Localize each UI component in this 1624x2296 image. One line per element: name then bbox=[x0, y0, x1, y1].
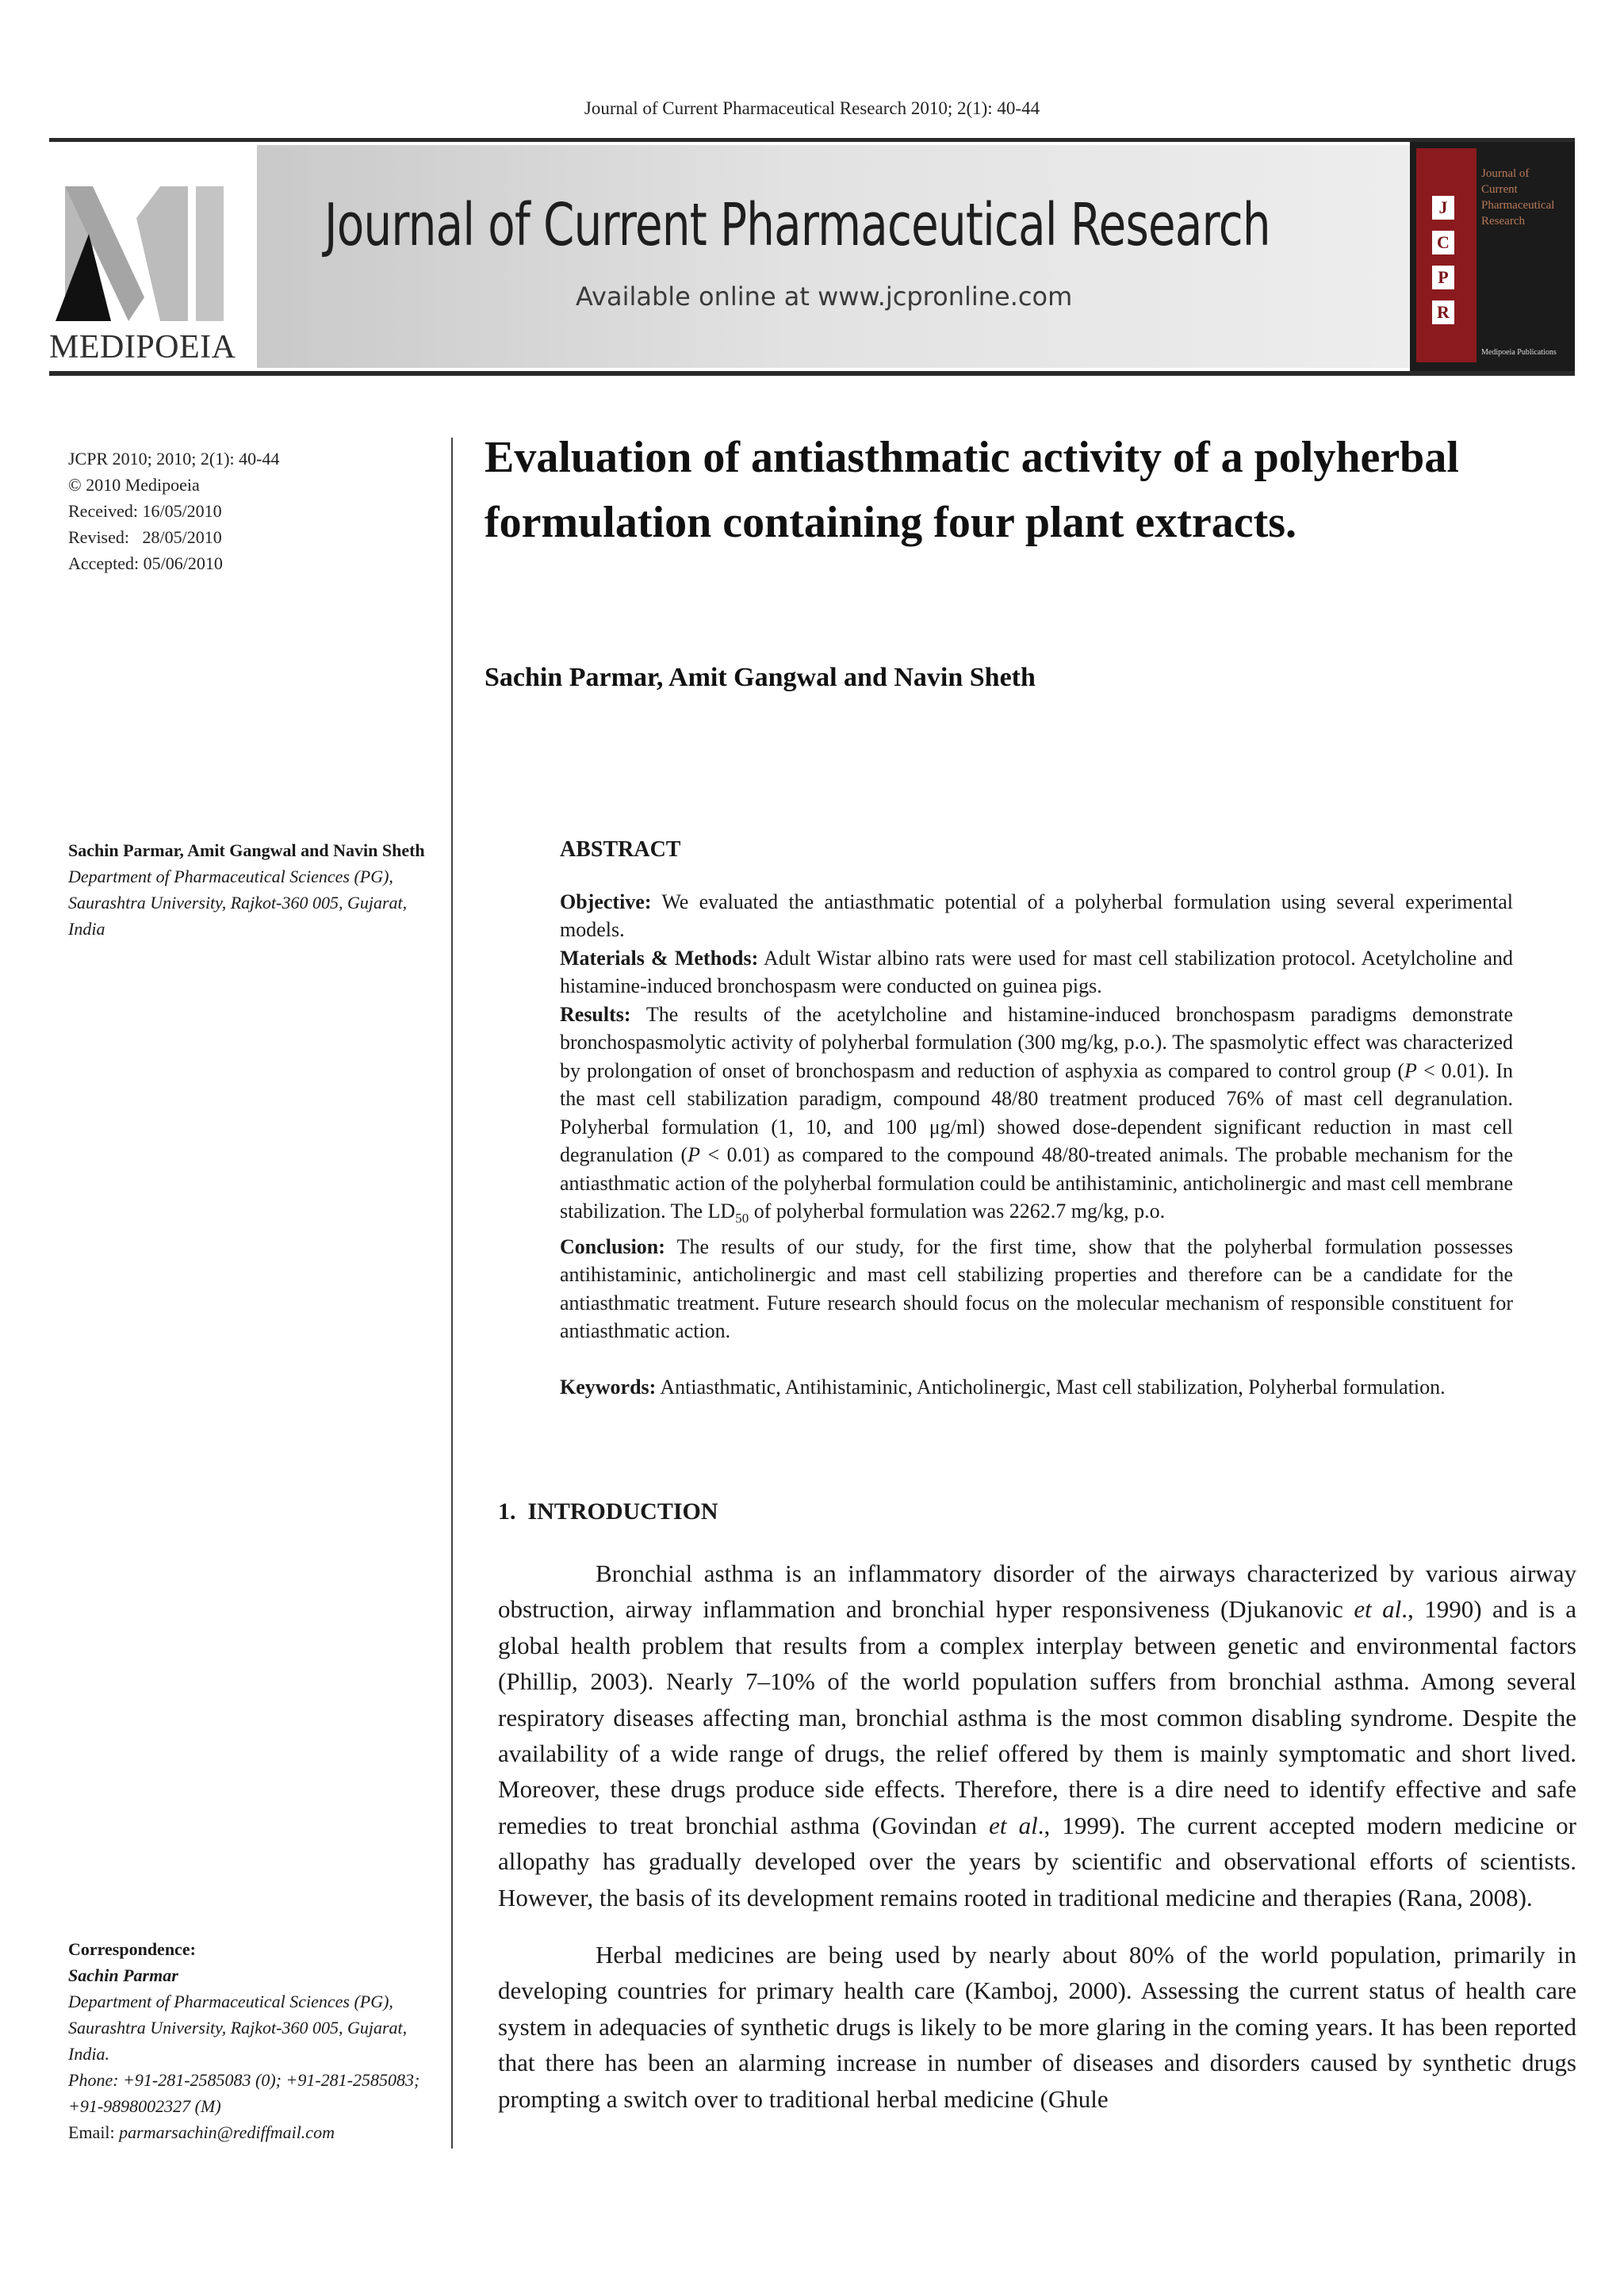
journal-website: Available online at www.jcpronline.com bbox=[576, 281, 1073, 312]
abstract bbox=[560, 836, 1513, 1401]
article-title: Evaluation of antiasthmatic activity of a polyherbal formulation containing four plant extracts. bbox=[485, 433, 1459, 547]
introduction-body bbox=[498, 1556, 1576, 2137]
correspondence-label: Correspondence: bbox=[68, 1939, 196, 1959]
correspondence-name: Sachin Parmar bbox=[68, 1965, 178, 1985]
intro-paragraph: Herbal medicines are being used by nearly about 80% of the world population, primarily in developing countries for primary health care (Kamboj, 2000). Assessing the current status of health care system in adequacies of synthetic drugs is likely to be more glaring in the coming years. It has been reported that there has been an alarming increase in number of diseases and disorders caused by synthetic drugs prompting a switch over to traditional herbal medicine (Ghule bbox=[498, 1941, 1576, 2113]
abstract-results: Results: The results of the acetylcholine and histamine-induced bronchospasm paradigms demonstrate bronchospasmolytic activity of polyherbal formulation (300 mg/kg, p.o.). The spasmolytic effect was characterized by prolongation of onset of bronchospasm and reduction of asphyxia as compared to control group (P < 0.01). In the mast cell stabilization paradigm, compound 48/80 treatment produced 76% of mast cell degranulation. Polyherbal formulation (1, 10, and 100 μg/ml) showed dose-dependent significant reduction in mast cell degranulation (P < 0.01) as compared to the compound 48/80-treated animals. The probable mechanism for the antiasthmatic action of the polyherbal formulation could be antihistaminic, anticholinergic and mast cell membrane stabilization. The $LD_{50}$ of polyherbal formulation was 2262.7 mg/kg, p.o. bbox=[560, 1002, 1514, 1226]
correspondence-dept: Department of Pharmaceutical Sciences (PG), Saurashtra University, Rajkot-360 005, Gujarat, India. bbox=[68, 1992, 408, 2064]
publisher-name: MEDIPOEIA bbox=[49, 329, 236, 365]
journal-banner bbox=[49, 138, 1575, 376]
abstract-conclusion: Conclusion: The results of our study, for the first time, show that the polyherbal formulation possesses antihistaminic, anticholinergic and mast cell stabilizing properties and therefore can be a candidate for the antiasthmatic treatment. Future research should focus on the molecular mechanism of responsible constituent for antiasthmatic action. bbox=[560, 1234, 1514, 1343]
accepted-date: Accepted: 05/06/2010 bbox=[68, 553, 223, 573]
running-header: Journal of Current Pharmaceutical Research 2010; 2(1): 40-44 bbox=[584, 98, 1040, 118]
cover-spine bbox=[1416, 148, 1477, 362]
correspondence-phone: Phone: +91-281-2585083 (0); +91-281-2585083; +91-9898002327 (M) bbox=[68, 2070, 420, 2116]
publisher-logo bbox=[49, 142, 255, 371]
correspondence-block bbox=[68, 1936, 441, 2145]
cover-letter: R bbox=[1432, 300, 1454, 324]
affiliation-authors: Sachin Parmar, Amit Gangwal and Navin Sheth bbox=[68, 840, 425, 860]
correspondence-email-line: Email: parmarsachin@rediffmail.com bbox=[68, 2122, 335, 2142]
article-authors: Sachin Parmar, Amit Gangwal and Navin Sheth bbox=[485, 663, 1036, 692]
received-date: Received: 16/05/2010 bbox=[68, 501, 222, 521]
abstract-objective: Objective: We evaluated the antiasthmatic potential of a polyherbal formulation using several experimental models. bbox=[560, 890, 1513, 941]
cover-letter: C bbox=[1432, 231, 1454, 254]
introduction-heading: 1. INTRODUCTION bbox=[498, 1498, 718, 1525]
copyright: © 2010 Medipoeia bbox=[68, 475, 200, 495]
author-affiliation bbox=[68, 837, 441, 942]
banner-title-area bbox=[257, 145, 1451, 368]
cover-title: Journal of Current Pharmaceutical Research bbox=[1481, 167, 1555, 228]
cover-letter: J bbox=[1432, 196, 1454, 220]
abstract-methods: Materials & Methods: Adult Wistar albino rats were used for mast cell stabilization protocol. Acetylcholine and histamine-induced bronchospasm were conducted on guinea pigs. bbox=[560, 946, 1513, 997]
journal-cover-thumbnail bbox=[1410, 142, 1575, 371]
revised-date: Revised: 28/05/2010 bbox=[68, 527, 222, 547]
citation: JCPR 2010; 2010; 2(1): 40-44 bbox=[68, 449, 280, 469]
medipoeia-logo-icon bbox=[49, 170, 239, 329]
cover-publisher: Medipoeia Publications bbox=[1481, 348, 1557, 357]
journal-title: Journal of Current Pharmaceutical Research bbox=[324, 191, 1270, 259]
article-metadata bbox=[68, 446, 279, 576]
column-divider bbox=[451, 438, 453, 2149]
correspondence-email[interactable]: parmarsachin@rediffmail.com bbox=[119, 2122, 335, 2142]
cover-letter: P bbox=[1432, 266, 1454, 289]
abstract-heading: ABSTRACT bbox=[560, 837, 681, 862]
affiliation-dept: Department of Pharmaceutical Sciences (PG), Saurashtra University, Rajkot-360 005, Gujarat, India bbox=[68, 867, 408, 939]
intro-paragraph: Bronchial asthma is an inflammatory disorder of the airways characterized by various airway obstruction, airway inflammation and bronchial hyper responsiveness (Djukanovic et al., 1990) and is a global health problem that results from a complex interplay between genetic and environmental factors (Phillip, 2003). Nearly 7–10% of the world population suffers from bronchial asthma. Among several respiratory diseases affecting man, bronchial asthma is the most common disabling syndrome. Despite the availability of a wide range of drugs, the relief offered by them is mainly symptomatic and short lived. Moreover, these drugs produce side effects. Therefore, there is a dire need to identify effective and safe remedies to treat bronchial asthma (Govindan et al., 1999). The current accepted modern medicine or allopathy has gradually developed over the years by scientific and observational efforts of scientists. However, the basis of its development remains rooted in traditional medicine and therapies (Rana, 2008). bbox=[498, 1559, 1576, 1911]
abstract-keywords: Keywords: Antiasthmatic, Antihistaminic, Anticholinergic, Mast cell stabilization, Polyherbal formulation. bbox=[560, 1375, 1446, 1399]
